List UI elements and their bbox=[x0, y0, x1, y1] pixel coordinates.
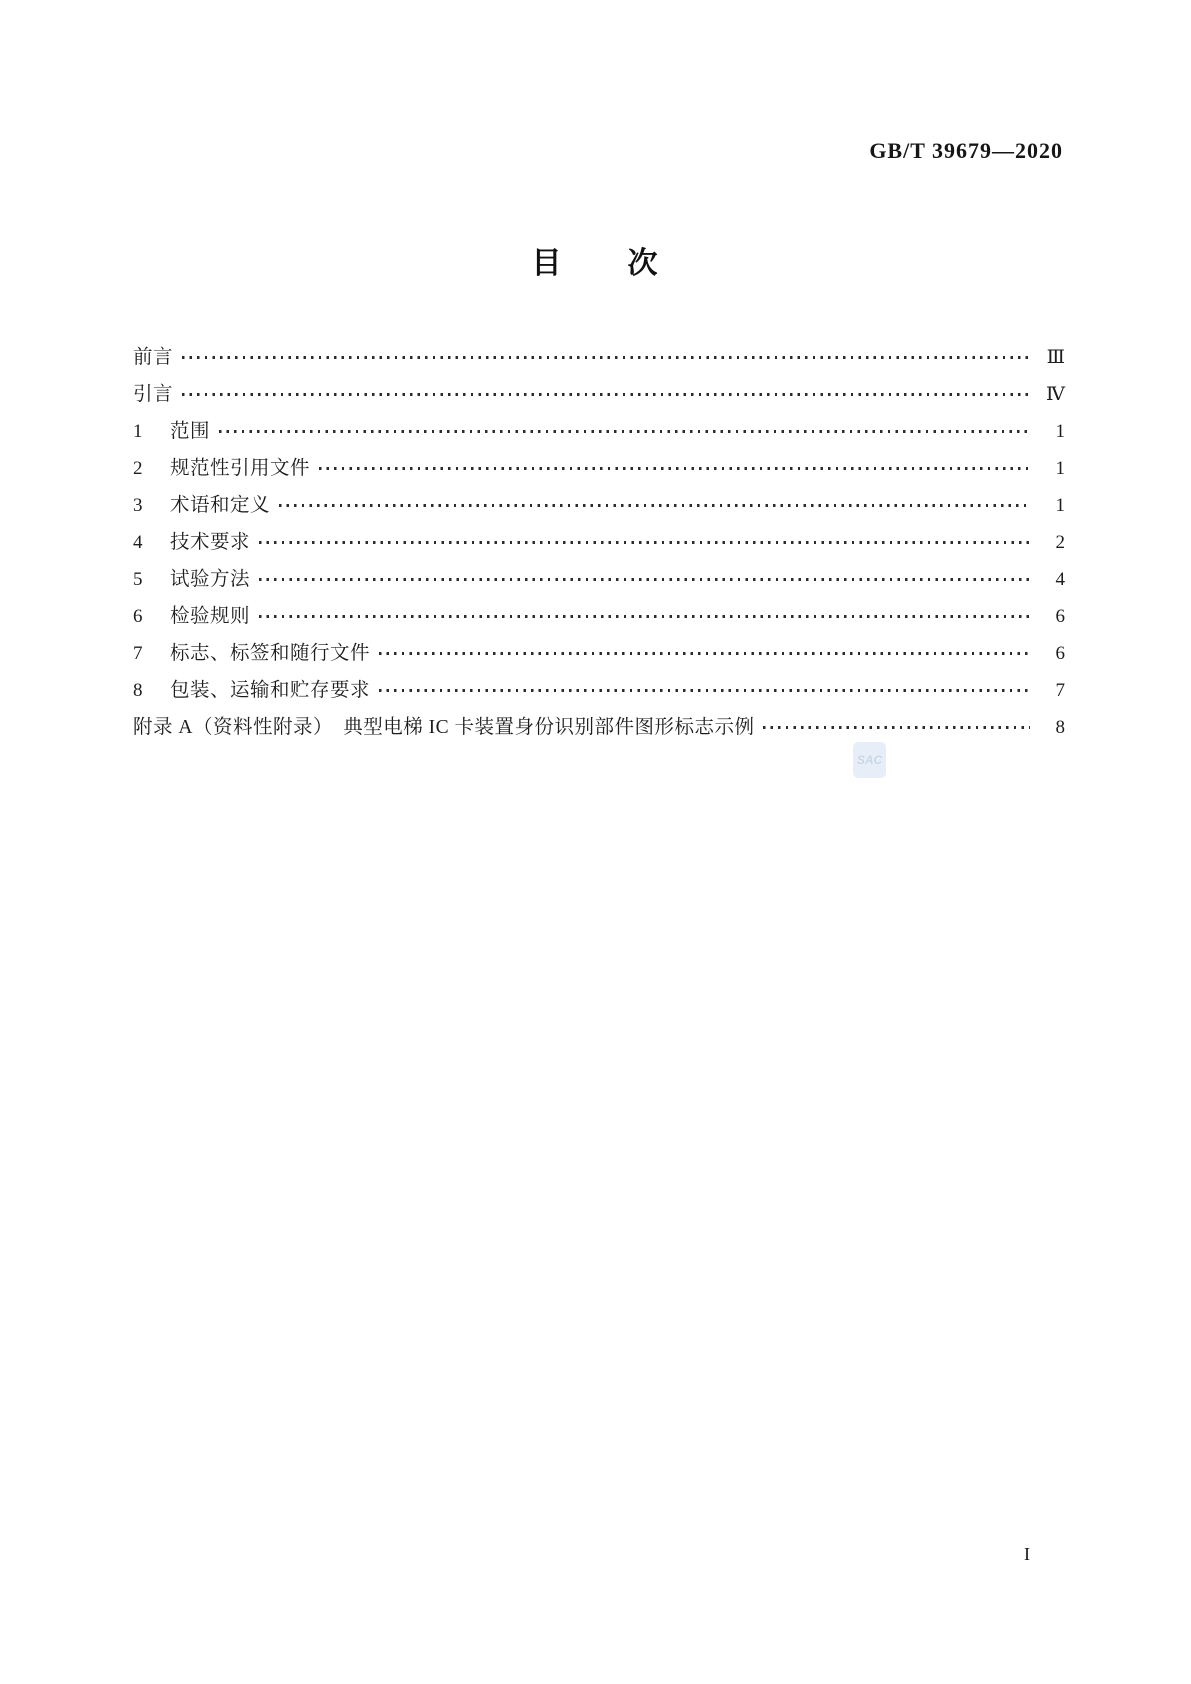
toc-leader-dots bbox=[379, 689, 1030, 691]
toc-entry-page: 8 bbox=[1055, 717, 1065, 738]
toc-entry-label: 引言 bbox=[133, 384, 174, 405]
sac-watermark-text: SAC bbox=[856, 753, 883, 767]
toc-entry-page: 7 bbox=[1055, 680, 1065, 701]
toc-entry bbox=[133, 376, 1065, 413]
toc-leader-dots bbox=[259, 578, 1030, 580]
toc-entry-label: 检验规则 bbox=[170, 606, 251, 627]
standard-number: GB/T 39679—2020 bbox=[869, 138, 1063, 163]
toc-list bbox=[133, 339, 1065, 746]
toc-entry-number: 7 bbox=[133, 643, 143, 664]
toc-entry-number: 2 bbox=[133, 458, 143, 479]
page-title: 目 次 bbox=[531, 247, 660, 280]
toc-entry-page: Ⅲ bbox=[1046, 347, 1065, 368]
toc-entry bbox=[133, 339, 1065, 376]
toc-leader-dots bbox=[763, 726, 1030, 728]
toc-entry-page: 1 bbox=[1055, 458, 1065, 479]
toc-entry-page: 4 bbox=[1055, 569, 1065, 590]
toc-leader-dots bbox=[319, 467, 1030, 469]
sac-watermark bbox=[853, 742, 886, 778]
toc-entry bbox=[133, 561, 1065, 598]
toc-entry-number: 4 bbox=[133, 532, 143, 553]
toc-entry-label: 标志、标签和随行文件 bbox=[170, 643, 371, 664]
toc-entry-label: 技术要求 bbox=[170, 532, 251, 553]
toc-leader-dots bbox=[259, 615, 1030, 617]
page-footer bbox=[1024, 1544, 1030, 1565]
toc-leader-dots bbox=[259, 541, 1030, 543]
toc-entry-number: 6 bbox=[133, 606, 143, 627]
toc-entry bbox=[133, 487, 1065, 524]
toc-leader-dots bbox=[279, 504, 1030, 506]
toc-entry-page: 2 bbox=[1055, 532, 1065, 553]
toc-entry-label: 附录 A（资料性附录） 典型电梯 IC 卡装置身份识别部件图形标志示例 bbox=[133, 717, 755, 738]
toc-leader-dots bbox=[219, 430, 1030, 432]
page-header bbox=[0, 138, 1063, 164]
toc-entry-label: 包装、运输和贮存要求 bbox=[170, 680, 371, 701]
toc-leader-dots bbox=[182, 356, 1030, 358]
toc-entry-page: 6 bbox=[1055, 606, 1065, 627]
toc-entry-page: 6 bbox=[1055, 643, 1065, 664]
toc-entry bbox=[133, 598, 1065, 635]
toc-entry-number: 1 bbox=[133, 421, 143, 442]
toc-entry-page: 1 bbox=[1055, 421, 1065, 442]
toc-entry-label: 范围 bbox=[170, 421, 211, 442]
toc-entry bbox=[133, 413, 1065, 450]
toc-entry bbox=[133, 450, 1065, 487]
toc-entry-page: Ⅳ bbox=[1046, 384, 1065, 405]
toc-entry bbox=[133, 524, 1065, 561]
toc-entry bbox=[133, 672, 1065, 709]
toc-entry-label: 前言 bbox=[133, 347, 174, 368]
toc-leader-dots bbox=[182, 393, 1030, 395]
toc-entry-number: 8 bbox=[133, 680, 143, 701]
toc-entry-label: 术语和定义 bbox=[170, 495, 271, 516]
toc-entry-label: 试验方法 bbox=[170, 569, 251, 590]
folio-number: I bbox=[1024, 1544, 1030, 1564]
toc-entry-page: 1 bbox=[1055, 495, 1065, 516]
toc-entry-label: 规范性引用文件 bbox=[170, 458, 311, 479]
toc-entry bbox=[133, 709, 1065, 746]
toc-entry-number: 5 bbox=[133, 569, 143, 590]
toc-leader-dots bbox=[379, 652, 1030, 654]
toc-entry-number: 3 bbox=[133, 495, 143, 516]
toc-entry bbox=[133, 635, 1065, 672]
